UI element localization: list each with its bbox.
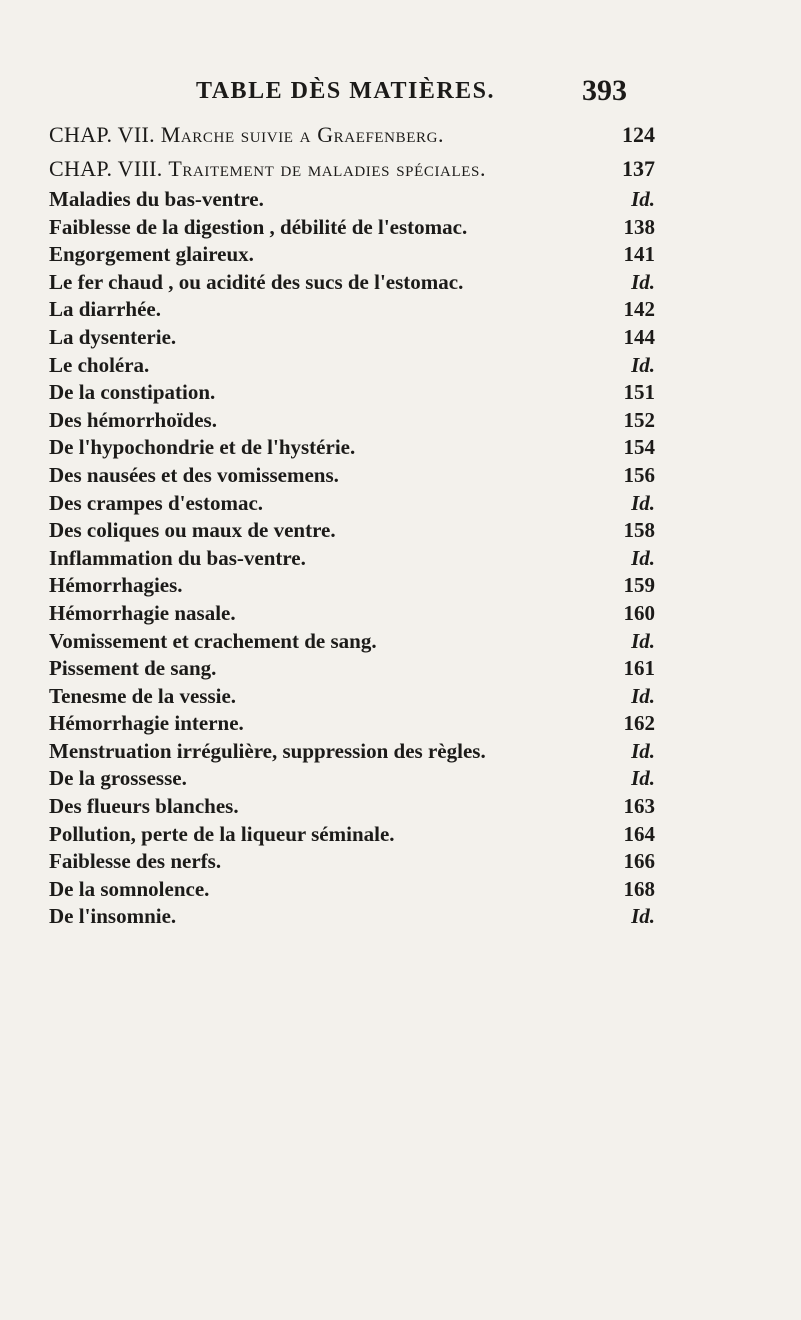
entry-page-number: Id.	[631, 683, 655, 708]
entry-label: Hémorrhagies.	[49, 573, 183, 598]
entry-page-number: Id.	[631, 352, 655, 377]
toc-entry	[49, 379, 655, 407]
toc-entry	[49, 738, 655, 766]
entry-label: Pollution, perte de la liqueur séminale.	[49, 821, 395, 846]
chapter-heading	[49, 118, 444, 152]
entry-label: De la somnolence.	[49, 876, 210, 901]
entry-label: Engorgement glaireux.	[49, 242, 254, 267]
entry-page-number: Id.	[631, 904, 655, 929]
entry-label: Des nausées et des vomissemens.	[49, 462, 339, 487]
toc-chapter-entry	[49, 118, 655, 152]
entry-page-number: 161	[623, 656, 655, 681]
entry-page-number: 138	[623, 214, 655, 239]
entry-label: Le fer chaud , ou acidité des sucs de l'estomac.	[49, 269, 464, 294]
entry-label: Des crampes d'estomac.	[49, 490, 264, 515]
toc-entry	[49, 462, 655, 490]
entry-label: Hémorrhagie nasale.	[49, 600, 236, 625]
entry-label: Des hémorrhoïdes.	[49, 407, 217, 432]
chapter-number: CHAP. VIII.	[49, 156, 163, 181]
entry-page-number: Id.	[631, 545, 655, 570]
entry-page-number: 141	[623, 242, 655, 267]
toc-entry	[49, 407, 655, 435]
entry-page-number: Id.	[631, 628, 655, 653]
page-header	[0, 74, 801, 118]
entry-page-number: 151	[623, 380, 655, 405]
toc-entry	[49, 214, 655, 242]
entry-label: De la constipation.	[49, 380, 216, 405]
toc-entry	[49, 186, 655, 214]
chapter-title: Marche suivie a Graefenberg.	[160, 122, 445, 147]
entry-label: De la grossesse.	[49, 766, 187, 791]
page-number: 393	[582, 74, 627, 107]
toc-entry	[49, 821, 655, 849]
toc-entry	[49, 296, 655, 324]
entry-page-number: 144	[623, 324, 655, 349]
chapter-title: Traitement de maladies spéciales.	[168, 156, 487, 181]
entry-label: De l'insomnie.	[49, 904, 177, 929]
entry-page-number: 162	[623, 711, 655, 736]
entry-label: Des coliques ou maux de ventre.	[49, 518, 336, 543]
entry-page-number: 152	[623, 407, 655, 432]
entry-page-number: 156	[623, 462, 655, 487]
entry-label: La dysenterie.	[49, 324, 177, 349]
toc-entry	[49, 324, 655, 352]
toc-entry	[49, 241, 655, 269]
entry-label: Hémorrhagie interne.	[49, 711, 244, 736]
entry-page-number: Id.	[631, 187, 655, 211]
running-title: TABLE DÈS MATIÈRES.	[196, 78, 496, 104]
entry-page-number: Id.	[631, 269, 655, 294]
entry-label: Le choléra.	[49, 352, 150, 377]
entry-page-number: 154	[623, 435, 655, 460]
entry-page-number: 168	[623, 876, 655, 901]
entry-page-number: 164	[623, 821, 655, 846]
toc-entry	[49, 710, 655, 738]
entry-page-number: 158	[623, 518, 655, 543]
entry-label: Inflammation du bas-ventre.	[49, 545, 306, 570]
entry-page-number: 137	[622, 156, 655, 181]
toc-entry	[49, 517, 655, 545]
toc-entry	[49, 600, 655, 628]
entry-page-number: Id.	[631, 490, 655, 515]
toc-entry	[49, 352, 655, 380]
entry-page-number: 166	[623, 849, 655, 874]
entry-label: Tenesme de la vessie.	[49, 683, 237, 708]
entry-page-number: 159	[623, 573, 655, 598]
toc-entry	[49, 876, 655, 904]
entry-label: Menstruation irrégulière, suppression des règles.	[49, 738, 486, 763]
table-of-contents	[49, 118, 655, 931]
entry-label: De l'hypochondrie et de l'hystérie.	[49, 435, 356, 460]
entry-label: Vomissement et crachement de sang.	[49, 628, 377, 653]
entry-page-number: 160	[623, 600, 655, 625]
toc-entry	[49, 848, 655, 876]
entry-page-number: 163	[623, 794, 655, 819]
entry-page-number: 124	[622, 122, 655, 147]
entry-label: Pissement de sang.	[49, 656, 217, 681]
toc-entry	[49, 793, 655, 821]
entry-label: Faiblesse des nerfs.	[49, 849, 222, 874]
entry-label: La diarrhée.	[49, 297, 161, 322]
entry-page-number: Id.	[631, 738, 655, 763]
chapter-heading	[49, 152, 486, 186]
toc-entry	[49, 545, 655, 573]
entry-label: Faiblesse de la digestion , débilité de l'estomac.	[49, 214, 468, 239]
toc-entry	[49, 765, 655, 793]
entry-page-number: 142	[623, 297, 655, 322]
toc-chapter-entry	[49, 152, 655, 186]
toc-entry	[49, 903, 655, 931]
toc-entry	[49, 572, 655, 600]
entry-label: Maladies du bas-ventre.	[49, 187, 264, 211]
toc-entry	[49, 490, 655, 518]
toc-entry	[49, 655, 655, 683]
toc-entry	[49, 269, 655, 297]
chapter-number: CHAP. VII.	[49, 122, 155, 147]
entry-page-number: Id.	[631, 766, 655, 791]
toc-entry	[49, 628, 655, 656]
toc-entry	[49, 434, 655, 462]
toc-entry	[49, 683, 655, 711]
entry-label: Des flueurs blanches.	[49, 794, 239, 819]
